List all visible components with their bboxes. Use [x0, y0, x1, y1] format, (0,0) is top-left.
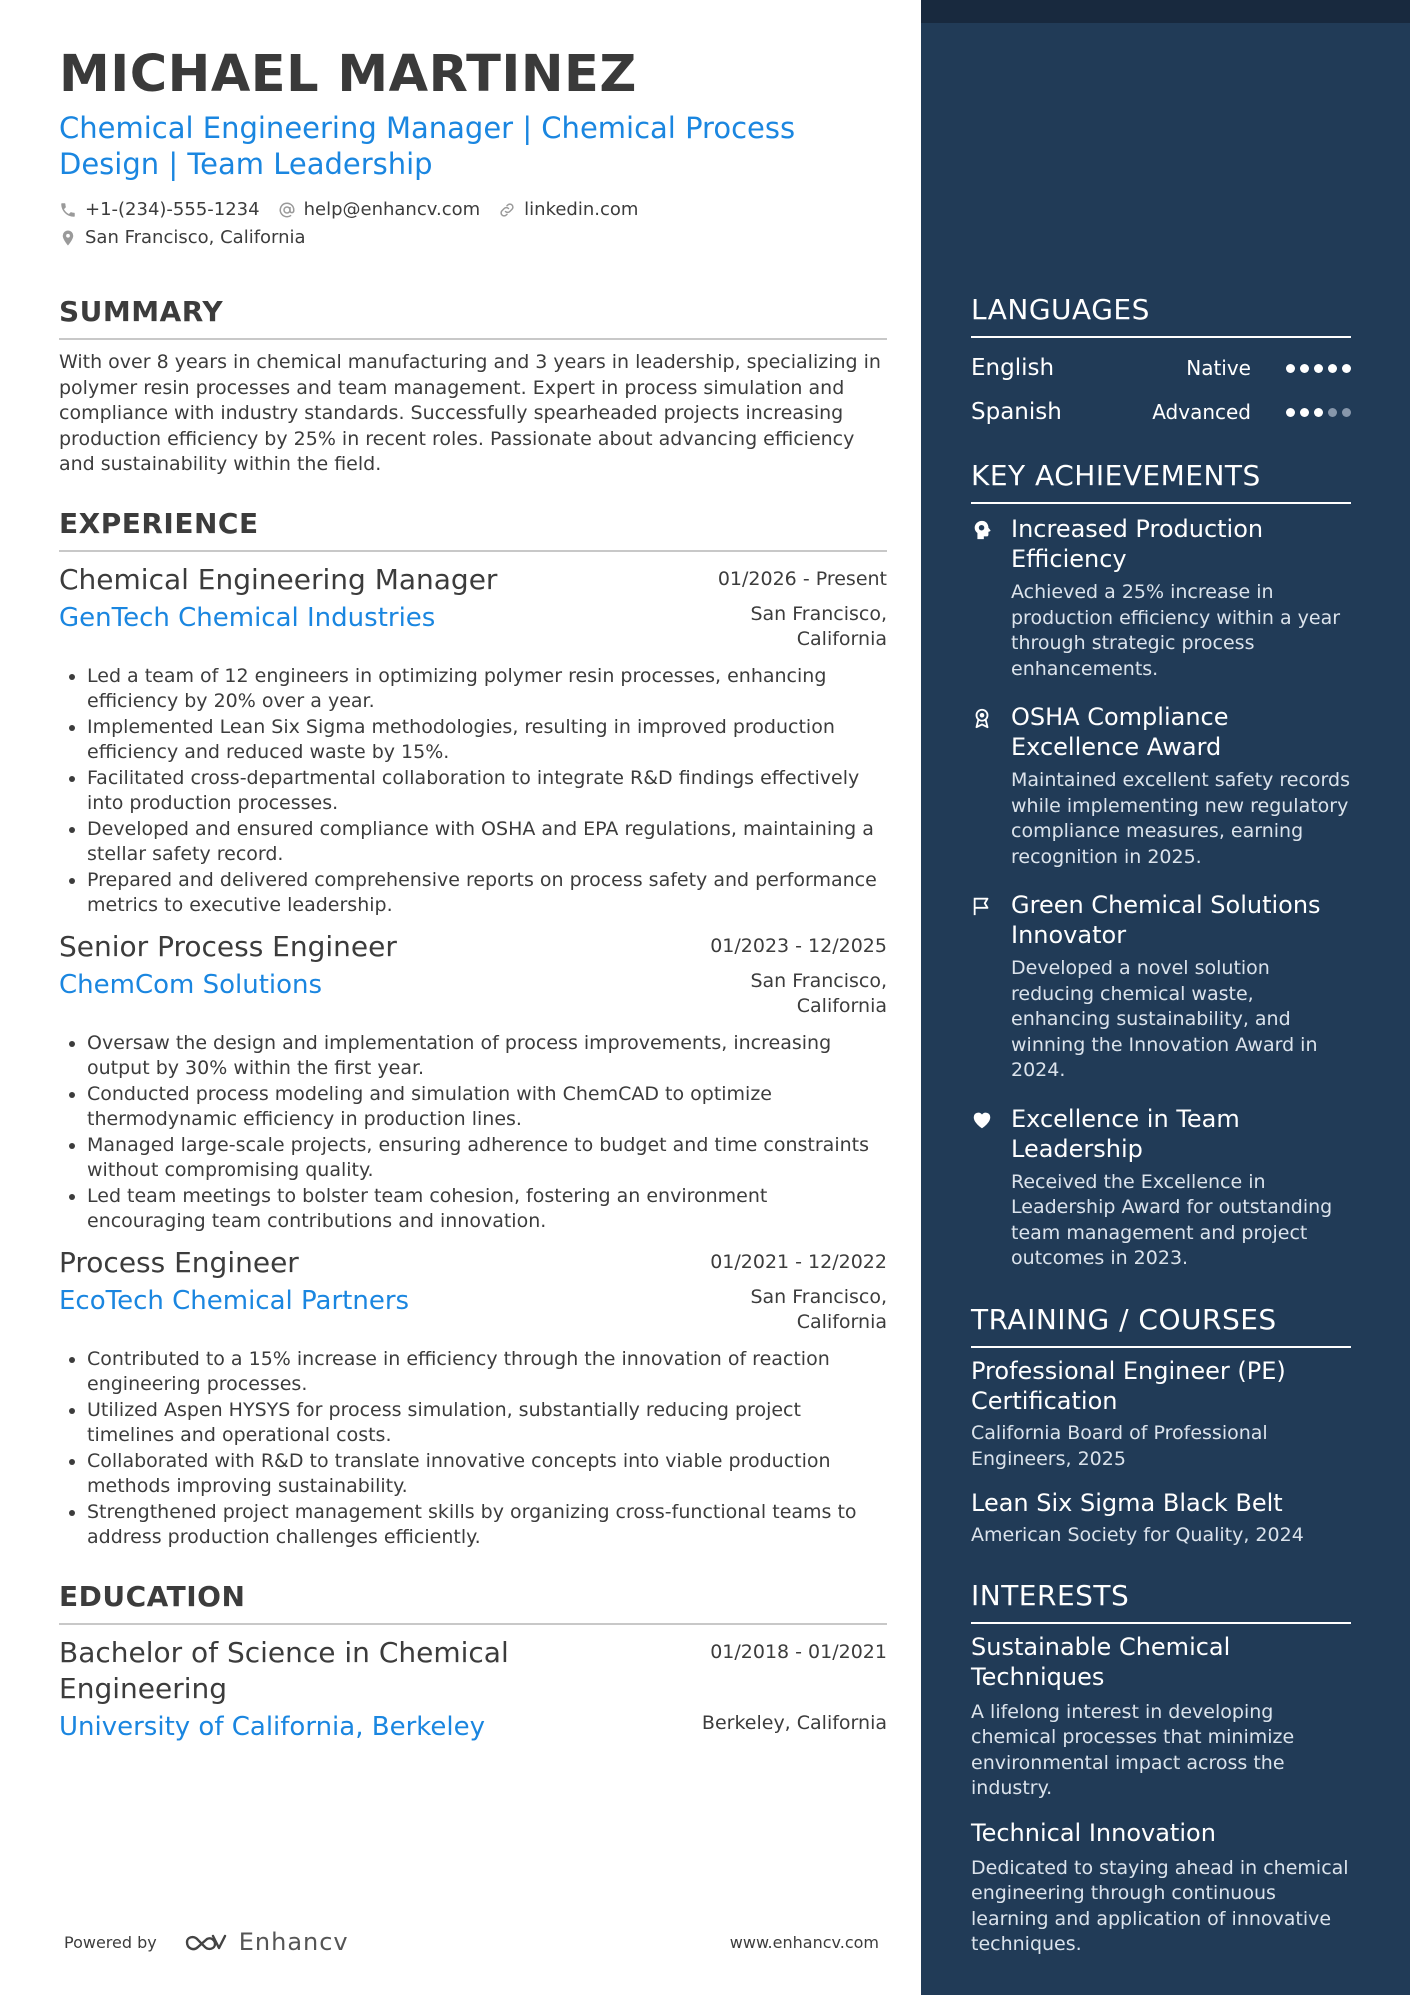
- achievement-desc: Maintained excellent safety records while implementing new regulatory compliance measures, earning recognition in 2025.: [1011, 769, 1350, 868]
- languages-divider: [971, 336, 1351, 338]
- experience-divider: [59, 550, 887, 552]
- rating-dot-filled: [1286, 408, 1295, 417]
- powered-by-label: Powered by: [64, 1932, 157, 1952]
- job-title: Process Engineer: [59, 1245, 299, 1279]
- course-item: [971, 1488, 1351, 1548]
- bullet-item: • Led team meetings to bolster team cohesion, fostering an environment encouraging team contributions and innovation.: [87, 1184, 887, 1235]
- achievements-heading: KEY ACHIEVEMENTS: [971, 459, 1261, 492]
- linkedin-text: linkedin.com: [524, 199, 639, 220]
- job-title: Chemical Engineering Manager: [59, 562, 498, 596]
- interest-title: Sustainable Chemical Techniques: [971, 1632, 1231, 1691]
- job-title: Senior Process Engineer: [59, 929, 397, 963]
- languages-heading: LANGUAGES: [971, 293, 1150, 326]
- job-location: San Francisco, California: [750, 969, 887, 1017]
- interests-section: [971, 1578, 1351, 1958]
- rating-dot-empty: [1342, 408, 1351, 417]
- at-icon: [278, 201, 296, 219]
- experience-section: [59, 506, 887, 1551]
- website-link[interactable]: www.enhancv.com: [729, 1932, 879, 1952]
- summary-text: With over 8 years in chemical manufacturing and 3 years in leadership, specializing in polymer resin processes and team management. Expert in process simulation and compliance with industry standards. Successfully spearheaded projects increasing production efficiency by 25% in recent roles. Passionate about advancing efficiency and sustainability within the field.: [59, 351, 881, 475]
- job-entry: [59, 1245, 887, 1551]
- bullet-item: • Contributed to a 15% increase in efficiency through the innovation of reaction engineering processes.: [87, 1347, 887, 1398]
- company-name: GenTech Chemical Industries: [59, 602, 436, 633]
- degree-title: Bachelor of Science in Chemical Engineering: [59, 1635, 509, 1705]
- rating-dot-filled: [1314, 408, 1323, 417]
- rating-dot-filled: [1286, 364, 1295, 373]
- interest-desc: A lifelong interest in developing chemical processes that minimize environmental impact across the industry.: [971, 1700, 1295, 1799]
- footer: [64, 1928, 879, 1956]
- achievement-desc: Developed a novel solution reducing chemical waste, enhancing sustainability, and winning the Innovation Award in 2024.: [1011, 957, 1318, 1081]
- training-heading: TRAINING / COURSES: [971, 1302, 1277, 1336]
- education-section: [59, 1579, 887, 1743]
- interest-item: [971, 1632, 1351, 1802]
- training-section: [971, 1302, 1351, 1548]
- interest-item: [971, 1818, 1351, 1958]
- language-row: [971, 346, 1351, 390]
- rating-dot-filled: [1328, 364, 1337, 373]
- bullet-item: • Implemented Lean Six Sigma methodologies, resulting in improved production efficiency and reduced waste by 15%.: [87, 715, 887, 766]
- sidebar: [921, 0, 1410, 1995]
- education-divider: [59, 1623, 887, 1625]
- job-entry: [59, 562, 887, 919]
- sidebar-topbar: [921, 0, 1410, 23]
- summary-divider: [59, 338, 887, 340]
- achievement-title: Increased Production Efficiency: [1011, 515, 1264, 573]
- bullet-item: • Prepared and delivered comprehensive reports on process safety and performance metrics to executive leadership.: [87, 868, 887, 919]
- job-location: San Francisco, California: [750, 1285, 887, 1333]
- contact-info: [59, 196, 887, 252]
- job-location: San Francisco, California: [750, 602, 887, 650]
- job-date: 01/2021 - 12/2022: [710, 1250, 887, 1273]
- job-date: 01/2023 - 12/2025: [710, 934, 887, 957]
- bullet-item: • Developed and ensured compliance with OSHA and EPA regulations, maintaining a stellar safety record.: [87, 817, 887, 868]
- job-date: 01/2026 - Present: [717, 567, 887, 590]
- interests-divider: [971, 1622, 1351, 1624]
- location-contact: [59, 224, 306, 252]
- flag-icon: [971, 895, 993, 917]
- bullet-item: • Facilitated cross-departmental collaboration to integrate R&D findings effectively into production processes.: [87, 766, 887, 817]
- achievement-desc: Received the Excellence in Leadership Award for outstanding team management and project outcomes in 2023.: [1011, 1170, 1333, 1269]
- rating-dot-filled: [1314, 364, 1323, 373]
- rating-dot-empty: [1328, 408, 1337, 417]
- summary-section: [59, 294, 887, 478]
- bullet-item: • Managed large-scale projects, ensuring adherence to budget and time constraints without compromising quality.: [87, 1133, 887, 1184]
- company-name: ChemCom Solutions: [59, 969, 323, 1000]
- bullet-item: • Oversaw the design and implementation of process improvements, increasing output by 30% within the first year.: [87, 1031, 887, 1082]
- bullet-item: • Conducted process modeling and simulation with ChemCAD to optimize thermodynamic efficiency in production lines.: [87, 1082, 887, 1133]
- rating-dot-filled: [1342, 364, 1351, 373]
- education-date: 01/2018 - 01/2021: [710, 1640, 887, 1663]
- language-rating: [1281, 408, 1351, 417]
- summary-heading: SUMMARY: [59, 295, 224, 328]
- education-location: Berkeley, California: [701, 1711, 887, 1734]
- bullet-item: • Collaborated with R&D to translate innovative concepts into viable production methods improving sustainability.: [87, 1449, 887, 1500]
- course-provider: American Society for Quality, 2024: [971, 1523, 1304, 1546]
- achievement-item: [971, 1104, 1351, 1272]
- course-provider: California Board of Professional Engineers, 2025: [971, 1421, 1268, 1470]
- achievement-title: OSHA Compliance Excellence Award: [1011, 703, 1229, 761]
- email-contact[interactable]: [278, 196, 481, 224]
- link-icon: [498, 201, 516, 219]
- email-text: help@enhancv.com: [303, 199, 481, 220]
- bullet-item: • Utilized Aspen HYSYS for process simulation, substantially reducing project timelines and operational costs.: [87, 1398, 887, 1449]
- course-title: Professional Engineer (PE) Certification: [971, 1356, 1286, 1415]
- language-name: Spanish: [971, 399, 1062, 425]
- job-bullets: [59, 1031, 887, 1235]
- achievements-section: [971, 458, 1351, 1272]
- achievement-desc: Achieved a 25% increase in production efficiency within a year through strategic process enhancements.: [1011, 581, 1341, 680]
- heart-icon: [971, 1109, 993, 1131]
- linkedin-contact[interactable]: [498, 196, 638, 224]
- enhancv-brand[interactable]: Enhancv: [238, 1928, 349, 1956]
- job-bullets: [59, 1347, 887, 1551]
- phone-text: +1-(234)-555-1234: [85, 199, 260, 220]
- achievement-item: [971, 514, 1351, 682]
- lightbulb-head-icon: [971, 519, 993, 541]
- phone-contact[interactable]: [59, 196, 260, 224]
- candidate-name: MICHAEL MARTINEZ: [59, 45, 637, 104]
- enhancv-logo-icon: [183, 1930, 229, 1954]
- company-name: EcoTech Chemical Partners: [59, 1285, 410, 1316]
- training-divider: [971, 1346, 1351, 1348]
- languages-section: [971, 292, 1351, 434]
- course-item: [971, 1356, 1351, 1472]
- achievement-item: [971, 890, 1351, 1084]
- award-icon: [971, 707, 993, 729]
- interests-heading: INTERESTS: [971, 1578, 1130, 1612]
- rating-dot-filled: [1300, 364, 1309, 373]
- language-name: English: [971, 355, 1055, 381]
- achievements-divider: [971, 502, 1351, 504]
- experience-heading: EXPERIENCE: [59, 506, 259, 540]
- candidate-title: Chemical Engineering Manager | Chemical Process Design | Team Leadership: [59, 111, 796, 181]
- bullet-item: • Led a team of 12 engineers in optimizing polymer resin processes, enhancing efficiency by 20% over a year.: [87, 664, 887, 715]
- job-bullets: [59, 664, 887, 919]
- job-entry: [59, 929, 887, 1235]
- interest-title: Technical Innovation: [971, 1818, 1216, 1847]
- language-level: Advanced: [1152, 400, 1251, 424]
- achievement-title: Green Chemical Solutions Innovator: [1011, 891, 1321, 949]
- education-heading: EDUCATION: [59, 1579, 246, 1613]
- bullet-item: • Strengthened project management skills by organizing cross-functional teams to address production challenges efficiently.: [87, 1500, 887, 1551]
- location-text: San Francisco, California: [85, 227, 306, 248]
- achievement-item: [971, 702, 1351, 870]
- language-level: Native: [1186, 356, 1251, 380]
- map-pin-icon: [59, 229, 77, 247]
- powered-by: [64, 1928, 349, 1956]
- phone-icon: [59, 201, 77, 219]
- course-title: Lean Six Sigma Black Belt: [971, 1488, 1283, 1517]
- school-name: University of California, Berkeley: [59, 1711, 485, 1742]
- rating-dot-filled: [1300, 408, 1309, 417]
- interest-desc: Dedicated to staying ahead in chemical engineering through continuous learning and application of innovative techniques.: [971, 1856, 1349, 1955]
- language-row: [971, 390, 1351, 434]
- language-rating: [1281, 364, 1351, 373]
- achievement-title: Excellence in Team Leadership: [1011, 1104, 1240, 1163]
